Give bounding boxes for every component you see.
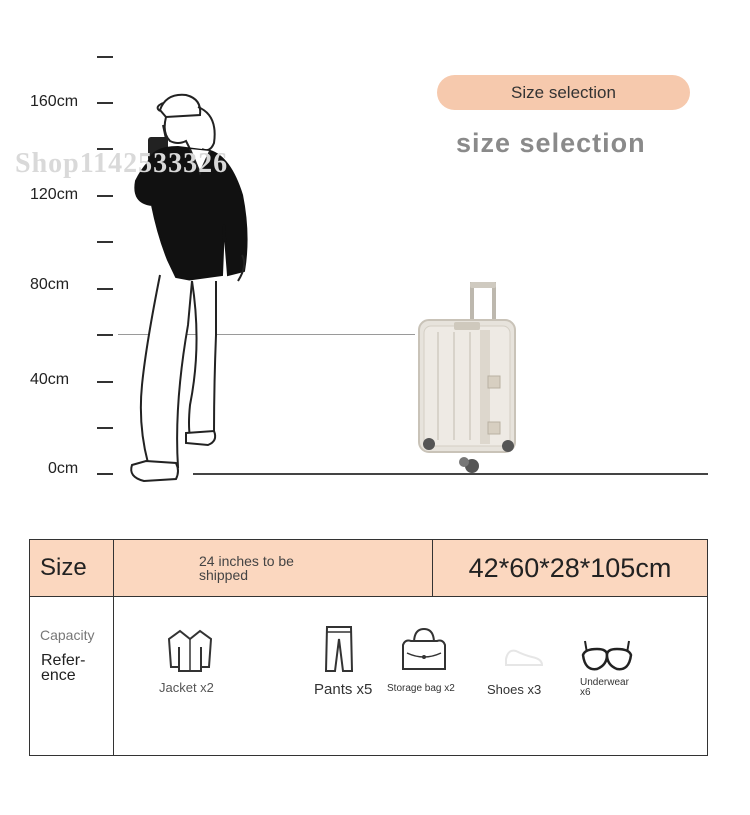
jacket-label: Jacket x2 — [159, 680, 214, 695]
reference-line2: ence — [41, 667, 76, 684]
jacket-icon — [165, 629, 215, 673]
size-note — [114, 540, 433, 597]
capacity-row — [30, 597, 708, 756]
underwear-label — [580, 678, 629, 698]
ruler-label-160: 160cm — [30, 93, 79, 110]
underwear-icon — [579, 639, 635, 673]
capacity-items-cell — [114, 597, 708, 756]
underwear-label-line2: x6 — [580, 687, 591, 698]
size-label: Size — [30, 540, 114, 597]
ruler-tick — [97, 288, 113, 290]
ruler-tick — [97, 195, 113, 197]
ruler-tick — [97, 241, 113, 243]
storage-bag-label: Storage bag x2 — [387, 683, 455, 694]
ruler-tick — [97, 56, 113, 58]
ruler-tick — [97, 381, 113, 383]
size-note-line2: shipped — [199, 567, 249, 583]
size-selection-heading: size selection — [456, 128, 646, 158]
underwear-label-line1: Underwear — [580, 677, 629, 688]
size-note-line1: 24 inches to be — [199, 553, 294, 569]
size-dimensions: 42*60*28*105cm — [433, 540, 708, 597]
pants-icon — [324, 625, 354, 673]
shoes-icon — [502, 639, 546, 671]
size-row — [30, 540, 708, 597]
capacity-cell — [30, 597, 114, 756]
reference-label — [41, 653, 101, 683]
suitcase-illustration — [414, 282, 519, 474]
ruler-tick — [97, 334, 113, 336]
ruler-tick — [97, 427, 113, 429]
size-selection-label: Size selection — [511, 82, 616, 102]
person-illustration — [118, 85, 258, 485]
shoes-label: Shoes x3 — [487, 682, 542, 697]
storage-bag-icon — [399, 625, 449, 673]
ruler-label-80: 80cm — [30, 276, 70, 293]
ruler-label-120: 120cm — [30, 186, 79, 203]
spec-table — [29, 539, 708, 756]
ruler-label-0: 0cm — [48, 460, 79, 477]
shop-watermark: Shop1142533326 — [15, 148, 229, 179]
reference-line1: Refer- — [41, 652, 86, 669]
size-selection-badge — [437, 75, 690, 110]
capacity-title: Capacity — [40, 627, 95, 643]
ruler-label-40: 40cm — [30, 371, 70, 388]
pants-label: Pants x5 — [314, 681, 373, 698]
capacity-items — [114, 597, 707, 755]
ruler-tick — [97, 102, 113, 104]
